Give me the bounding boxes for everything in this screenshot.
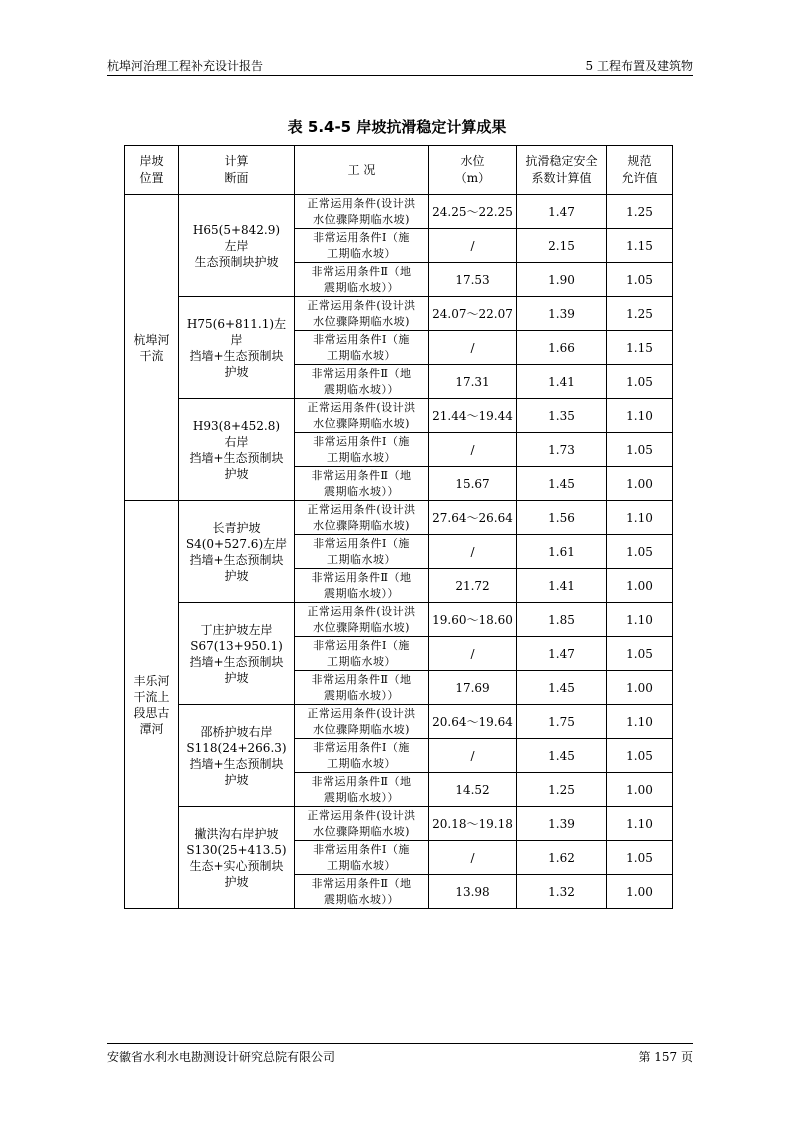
safety-factor-cell: 1.25 — [517, 773, 607, 807]
condition-cell: 正常运用条件(设计洪 水位骤降期临水坡) — [295, 399, 429, 433]
allowable-cell: 1.00 — [607, 569, 673, 603]
section-cell: 丁庄护坡左岸 S67(13+950.1) 挡墙+生态预制块 护坡 — [179, 603, 295, 705]
header-chapter: 5 工程布置及建筑物 — [585, 59, 693, 73]
section-cell: H93(8+452.8) 右岸 挡墙+生态预制块 护坡 — [179, 399, 295, 501]
footer-page-number: 第 157 页 — [638, 1050, 693, 1064]
section-cell: H75(6+811.1)左岸 挡墙+生态预制块 护坡 — [179, 297, 295, 399]
condition-cell: 非常运用条件Ⅱ（地 震期临水坡）） — [295, 365, 429, 399]
water-level-cell: 17.69 — [429, 671, 517, 705]
condition-cell: 非常运用条件Ⅰ（施 工期临水坡） — [295, 535, 429, 569]
condition-cell: 正常运用条件(设计洪 水位骤降期临水坡) — [295, 603, 429, 637]
location-cell: 丰乐河 干流上 段思古 潭河 — [125, 501, 179, 909]
safety-factor-cell: 1.61 — [517, 535, 607, 569]
section-cell: 邵桥护坡右岸 S118(24+266.3) 挡墙+生态预制块 护坡 — [179, 705, 295, 807]
condition-cell: 非常运用条件Ⅰ（施 工期临水坡） — [295, 841, 429, 875]
condition-cell: 非常运用条件Ⅰ（施 工期临水坡） — [295, 433, 429, 467]
condition-cell: 非常运用条件Ⅱ（地 震期临水坡）） — [295, 671, 429, 705]
condition-cell: 正常运用条件(设计洪 水位骤降期临水坡) — [295, 297, 429, 331]
allowable-cell: 1.15 — [607, 229, 673, 263]
condition-cell: 正常运用条件(设计洪 水位骤降期临水坡) — [295, 705, 429, 739]
page-header — [107, 55, 693, 76]
water-level-cell: / — [429, 535, 517, 569]
condition-cell: 正常运用条件(设计洪 水位骤降期临水坡) — [295, 807, 429, 841]
table-row — [125, 705, 673, 739]
water-level-cell: 21.72 — [429, 569, 517, 603]
water-level-cell: / — [429, 331, 517, 365]
page-footer — [107, 1043, 693, 1064]
water-level-cell: 20.64～19.64 — [429, 705, 517, 739]
allowable-cell: 1.05 — [607, 637, 673, 671]
condition-cell: 正常运用条件(设计洪 水位骤降期临水坡) — [295, 501, 429, 535]
safety-factor-cell: 1.66 — [517, 331, 607, 365]
allowable-cell: 1.05 — [607, 433, 673, 467]
col-section-header: 计算 断面 — [179, 146, 295, 195]
col-safety-factor-header: 抗滑稳定安全 系数计算值 — [517, 146, 607, 195]
condition-cell: 非常运用条件Ⅱ（地 震期临水坡）） — [295, 569, 429, 603]
table-row — [125, 297, 673, 331]
condition-cell: 非常运用条件Ⅰ（施 工期临水坡） — [295, 229, 429, 263]
safety-factor-cell: 1.45 — [517, 671, 607, 705]
safety-factor-cell: 1.41 — [517, 569, 607, 603]
safety-factor-cell: 1.47 — [517, 637, 607, 671]
safety-factor-cell: 1.45 — [517, 467, 607, 501]
footer-company: 安徽省水利水电勘测设计研究总院有限公司 — [107, 1050, 336, 1064]
safety-factor-cell: 1.85 — [517, 603, 607, 637]
water-level-cell: 19.60～18.60 — [429, 603, 517, 637]
stability-results-table — [124, 145, 673, 909]
safety-factor-cell: 1.39 — [517, 807, 607, 841]
location-cell: 杭埠河 干流 — [125, 195, 179, 501]
allowable-cell: 1.05 — [607, 535, 673, 569]
water-level-cell: 24.25～22.25 — [429, 195, 517, 229]
section-cell: 撇洪沟右岸护坡 S130(25+413.5) 生态+实心预制块 护坡 — [179, 807, 295, 909]
safety-factor-cell: 1.39 — [517, 297, 607, 331]
safety-factor-cell: 1.73 — [517, 433, 607, 467]
col-location-header: 岸坡 位置 — [125, 146, 179, 195]
allowable-cell: 1.25 — [607, 297, 673, 331]
safety-factor-cell: 1.62 — [517, 841, 607, 875]
condition-cell: 非常运用条件Ⅰ（施 工期临水坡） — [295, 637, 429, 671]
safety-factor-cell: 1.45 — [517, 739, 607, 773]
safety-factor-cell: 1.35 — [517, 399, 607, 433]
allowable-cell: 1.10 — [607, 603, 673, 637]
allowable-cell: 1.25 — [607, 195, 673, 229]
water-level-cell: 17.31 — [429, 365, 517, 399]
allowable-cell: 1.00 — [607, 875, 673, 909]
condition-cell: 非常运用条件Ⅰ（施 工期临水坡） — [295, 739, 429, 773]
condition-cell: 非常运用条件Ⅱ（地 震期临水坡）） — [295, 773, 429, 807]
safety-factor-cell: 1.90 — [517, 263, 607, 297]
table-header-row — [125, 146, 673, 195]
condition-cell: 正常运用条件(设计洪 水位骤降期临水坡) — [295, 195, 429, 229]
section-cell: H65(5+842.9) 左岸 生态预制块护坡 — [179, 195, 295, 297]
col-water-level-header: 水位 （m） — [429, 146, 517, 195]
allowable-cell: 1.05 — [607, 841, 673, 875]
condition-cell: 非常运用条件Ⅱ（地 震期临水坡）） — [295, 263, 429, 297]
allowable-cell: 1.00 — [607, 671, 673, 705]
water-level-cell: 15.67 — [429, 467, 517, 501]
water-level-cell: 27.64～26.64 — [429, 501, 517, 535]
safety-factor-cell: 1.47 — [517, 195, 607, 229]
condition-cell: 非常运用条件Ⅰ（施 工期临水坡） — [295, 331, 429, 365]
water-level-cell: 13.98 — [429, 875, 517, 909]
col-allowable-header: 规范 允许值 — [607, 146, 673, 195]
safety-factor-cell: 1.75 — [517, 705, 607, 739]
table-row — [125, 603, 673, 637]
table-row — [125, 195, 673, 229]
allowable-cell: 1.05 — [607, 263, 673, 297]
col-condition-header: 工 况 — [295, 146, 429, 195]
water-level-cell: / — [429, 637, 517, 671]
condition-cell: 非常运用条件Ⅱ（地 震期临水坡）） — [295, 467, 429, 501]
table-row — [125, 501, 673, 535]
header-report-title: 杭埠河治理工程补充设计报告 — [107, 59, 264, 73]
water-level-cell: 20.18～19.18 — [429, 807, 517, 841]
safety-factor-cell: 2.15 — [517, 229, 607, 263]
allowable-cell: 1.15 — [607, 331, 673, 365]
section-cell: 长青护坡 S4(0+527.6)左岸 挡墙+生态预制块 护坡 — [179, 501, 295, 603]
water-level-cell: / — [429, 433, 517, 467]
allowable-cell: 1.10 — [607, 501, 673, 535]
table-row — [125, 807, 673, 841]
allowable-cell: 1.00 — [607, 773, 673, 807]
allowable-cell: 1.10 — [607, 399, 673, 433]
water-level-cell: 21.44～19.44 — [429, 399, 517, 433]
safety-factor-cell: 1.56 — [517, 501, 607, 535]
table-row — [125, 399, 673, 433]
water-level-cell: 14.52 — [429, 773, 517, 807]
allowable-cell: 1.10 — [607, 807, 673, 841]
allowable-cell: 1.10 — [607, 705, 673, 739]
safety-factor-cell: 1.32 — [517, 875, 607, 909]
safety-factor-cell: 1.41 — [517, 365, 607, 399]
allowable-cell: 1.00 — [607, 467, 673, 501]
water-level-cell: / — [429, 229, 517, 263]
water-level-cell: 17.53 — [429, 263, 517, 297]
table-title: 表 5.4-5 岸坡抗滑稳定计算成果 — [287, 118, 507, 136]
allowable-cell: 1.05 — [607, 739, 673, 773]
water-level-cell: / — [429, 841, 517, 875]
allowable-cell: 1.05 — [607, 365, 673, 399]
water-level-cell: / — [429, 739, 517, 773]
condition-cell: 非常运用条件Ⅱ（地 震期临水坡）） — [295, 875, 429, 909]
water-level-cell: 24.07～22.07 — [429, 297, 517, 331]
